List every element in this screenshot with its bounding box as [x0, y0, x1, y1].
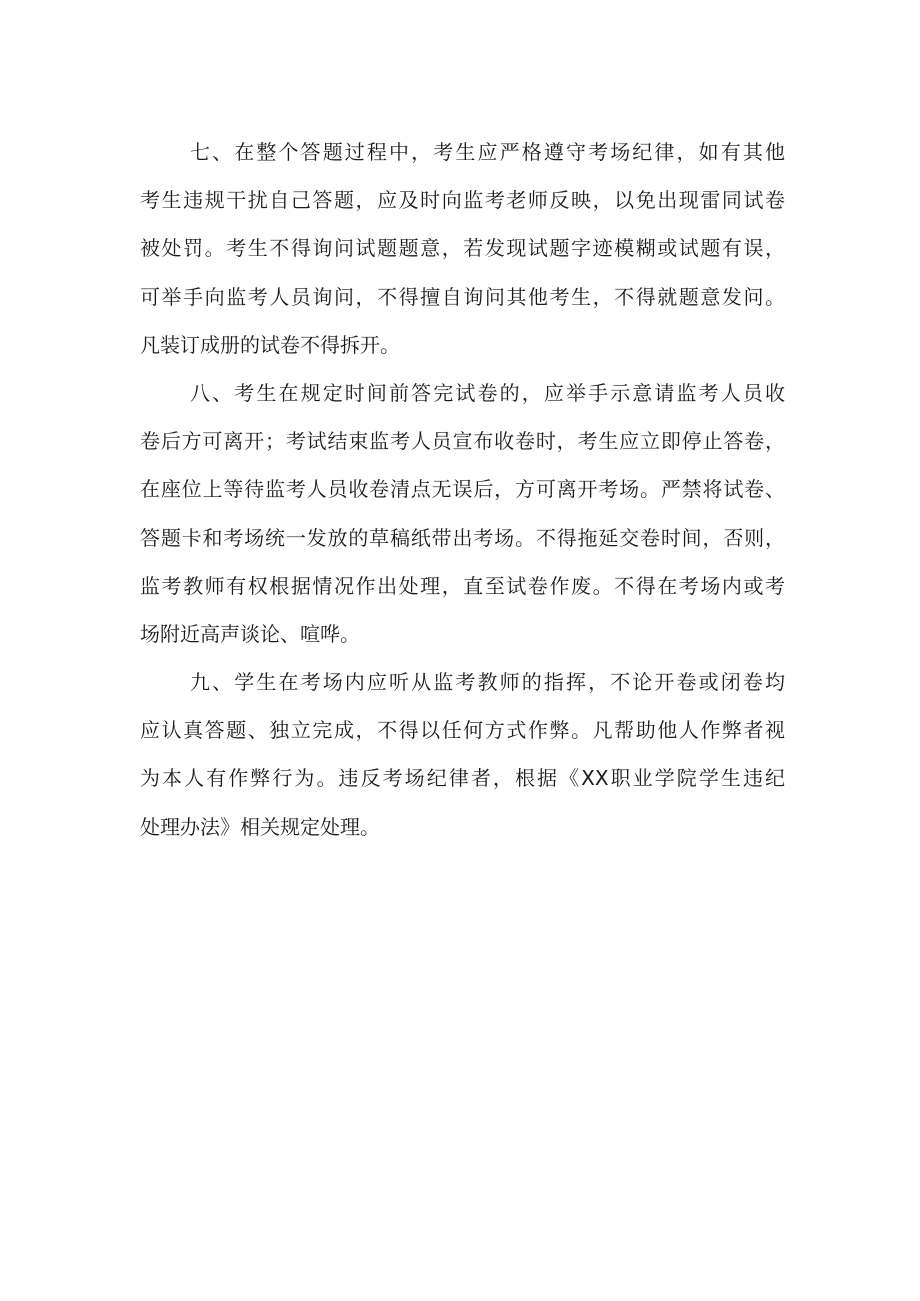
text-line: 可举手向监考人员询问，不得擅自询问其他考生，不得就题意发问。 — [140, 284, 785, 309]
paragraph-rule-7 — [140, 128, 785, 369]
text-line: 九、学生在考场内应听从监考教师的指挥，不论开卷或闭卷均 — [190, 670, 785, 695]
text-line: 场附近高声谈论、喧哗。 — [140, 621, 360, 646]
text-line: 凡装订成册的试卷不得拆开。 — [140, 332, 400, 357]
text-line: 为本人有作弊行为。违反考场纪律者，根据《XX职业学院学生违纪 — [140, 766, 785, 791]
text-line: 八、考生在规定时间前答完试卷的，应举手示意请监考人员收 — [190, 380, 785, 405]
text-line: 应认真答题、独立完成，不得以任何方式作弊。凡帮助他人作弊者视 — [140, 718, 785, 743]
text-line: 被处罚。考生不得询问试题题意，若发现试题字迹模糊或试题有误， — [140, 236, 785, 261]
text-line: 答题卡和考场统一发放的草稿纸带出考场。不得拖延交卷时间，否则， — [140, 525, 785, 550]
document-body — [140, 128, 785, 851]
text-line: 卷后方可离开；考试结束监考人员宣布收卷时，考生应立即停止答卷， — [140, 429, 785, 454]
text-line: 七、在整个答题过程中，考生应严格遵守考场纪律，如有其他 — [190, 140, 785, 164]
text-line: 监考教师有权根据情况作出处理，直至试卷作废。不得在考场内或考 — [140, 573, 785, 598]
paragraph-rule-9 — [140, 658, 785, 851]
text-line: 考生违规干扰自己答题，应及时向监考老师反映，以免出现雷同试卷 — [140, 188, 785, 213]
text-line: 在座位上等待监考人员收卷清点无误后，方可离开考场。严禁将试卷、 — [140, 477, 785, 502]
text-line: 处理办法》相关规定处理。 — [140, 814, 380, 839]
paragraph-rule-8 — [140, 369, 785, 658]
